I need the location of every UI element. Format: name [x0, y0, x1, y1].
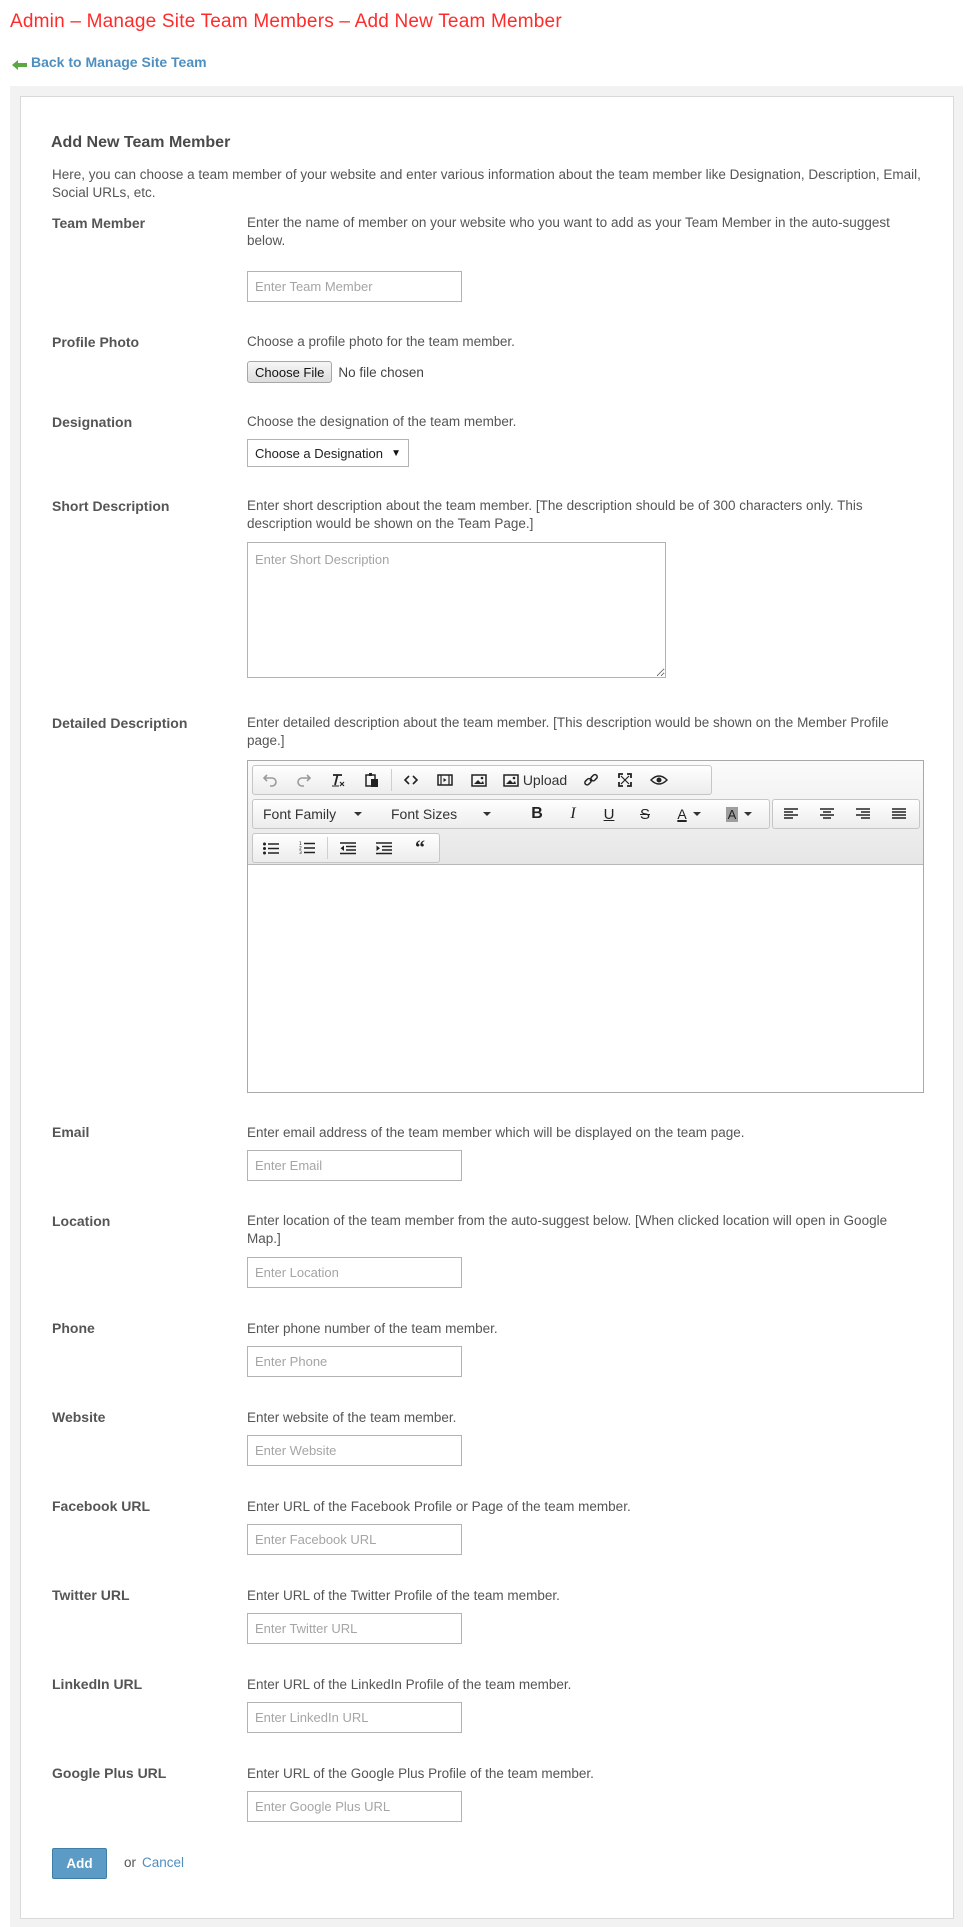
designation-selected-value: Choose a Designation	[255, 445, 383, 461]
editor-content-area[interactable]	[248, 865, 923, 1092]
profile-photo-help: Choose a profile photo for the team member.	[247, 334, 515, 349]
linkedin-url-label: LinkedIn URL	[52, 1676, 143, 1692]
preview-eye-icon[interactable]	[642, 766, 676, 794]
short-description-textarea[interactable]	[247, 542, 666, 678]
cancel-link[interactable]: Cancel	[142, 1855, 185, 1870]
google-plus-url-input[interactable]	[247, 1791, 462, 1822]
designation-label: Designation	[52, 414, 133, 430]
designation-help: Choose the designation of the team member.	[247, 414, 517, 429]
team-member-input[interactable]	[247, 271, 462, 302]
phone-help: Enter phone number of the team member.	[247, 1321, 498, 1336]
detailed-description-label: Detailed Description	[52, 715, 188, 731]
code-view-icon[interactable]	[394, 766, 428, 794]
svg-text:1: 1	[299, 842, 302, 847]
font-family-dropdown[interactable]	[253, 800, 383, 828]
profile-photo-label: Profile Photo	[52, 334, 140, 350]
upload-label: Upload	[522, 772, 568, 788]
facebook-url-label: Facebook URL	[52, 1498, 151, 1514]
paste-icon[interactable]	[355, 766, 389, 794]
toolbar-group-row3	[252, 833, 440, 863]
detailed-description-help: Enter detailed description about the team member. [This description would be shown on the Member Profile page.]	[247, 715, 889, 748]
profile-photo-file-input	[247, 361, 424, 383]
fullscreen-icon[interactable]	[608, 766, 642, 794]
redo-icon[interactable]	[287, 766, 321, 794]
align-center-icon[interactable]	[809, 800, 845, 828]
choose-file-button[interactable]: Choose File	[247, 361, 332, 383]
twitter-url-input[interactable]	[247, 1613, 462, 1644]
page-title: Admin – Manage Site Team Members – Add New Team Member	[10, 11, 562, 32]
add-button[interactable]: Add	[52, 1848, 107, 1879]
align-left-icon[interactable]	[773, 800, 809, 828]
upload-button[interactable]	[496, 766, 574, 794]
font-sizes-label: Font Sizes	[391, 806, 458, 822]
location-help: Enter location of the team member from the auto-suggest below. [When clicked location will open in Google Map.]	[247, 1213, 888, 1246]
caret-down-icon	[744, 812, 752, 816]
phone-label: Phone	[52, 1320, 95, 1336]
back-to-manage-site-team-link[interactable]	[12, 54, 207, 70]
google-plus-url-label: Google Plus URL	[52, 1765, 167, 1781]
form-intro: Here, you can choose a team member of your website and enter various information about the team member like Designation, Description, Email, Social URLs, etc.	[52, 167, 921, 200]
website-input[interactable]	[247, 1435, 462, 1466]
indent-icon[interactable]	[366, 834, 402, 862]
website-label: Website	[52, 1409, 106, 1425]
form-panel	[20, 96, 954, 1919]
caret-down-icon	[693, 812, 701, 816]
media-icon[interactable]	[428, 766, 462, 794]
text-color-icon: A	[677, 806, 687, 822]
form-title: Add New Team Member	[51, 134, 231, 151]
twitter-url-label: Twitter URL	[52, 1587, 130, 1603]
phone-input[interactable]	[247, 1346, 462, 1377]
content-frame	[10, 86, 963, 1927]
twitter-url-help: Enter URL of the Twitter Profile of the team member.	[247, 1588, 560, 1603]
rich-text-editor	[247, 760, 924, 1093]
team-member-label: Team Member	[52, 215, 146, 231]
svg-text:2: 2	[299, 846, 302, 852]
image-upload-icon	[503, 774, 519, 787]
toolbar-group-align	[772, 799, 920, 829]
caret-down-icon: ▼	[391, 447, 401, 459]
strikethrough-icon[interactable]: S	[639, 805, 650, 823]
background-color-icon: A	[727, 806, 737, 822]
caret-down-icon	[354, 812, 362, 816]
or-text: or	[124, 1855, 137, 1870]
svg-text:3: 3	[299, 851, 302, 855]
font-sizes-dropdown[interactable]	[383, 800, 519, 828]
text-color-dropdown[interactable]	[663, 800, 715, 828]
align-justify-icon[interactable]	[881, 800, 917, 828]
google-plus-url-help: Enter URL of the Google Plus Profile of the team member.	[247, 1766, 594, 1781]
font-family-label: Font Family	[263, 806, 337, 822]
bold-icon[interactable]: B	[531, 805, 543, 822]
blockquote-icon[interactable]: “	[415, 836, 425, 859]
outdent-icon[interactable]	[330, 834, 366, 862]
numbered-list-icon[interactable]	[289, 834, 325, 862]
designation-select[interactable]	[247, 439, 409, 467]
website-help: Enter website of the team member.	[247, 1410, 457, 1425]
back-link-label: Back to Manage Site Team	[31, 54, 207, 70]
arrow-left-icon	[12, 57, 28, 67]
bullet-list-icon[interactable]	[253, 834, 289, 862]
location-input[interactable]	[247, 1257, 462, 1288]
email-help: Enter email address of the team member which will be displayed on the team page.	[247, 1125, 745, 1140]
facebook-url-help: Enter URL of the Facebook Profile or Page of the team member.	[247, 1499, 631, 1514]
email-input[interactable]	[247, 1150, 462, 1181]
editor-toolbar	[248, 761, 923, 865]
underline-icon[interactable]: U	[603, 805, 615, 823]
toolbar-group-row2	[252, 799, 770, 829]
clear-formatting-icon[interactable]	[321, 766, 355, 794]
linkedin-url-input[interactable]	[247, 1702, 462, 1733]
caret-down-icon	[483, 812, 491, 816]
background-color-dropdown[interactable]	[715, 800, 763, 828]
toolbar-group-row1	[252, 765, 712, 795]
email-label: Email	[52, 1124, 90, 1140]
facebook-url-input[interactable]	[247, 1524, 462, 1555]
align-right-icon[interactable]	[845, 800, 881, 828]
location-label: Location	[52, 1213, 111, 1229]
linkedin-url-help: Enter URL of the LinkedIn Profile of the team member.	[247, 1677, 572, 1692]
short-description-help: Enter short description about the team member. [The description should be of 300 characters only. This description would be shown on the Team Page.]	[247, 498, 863, 531]
italic-icon[interactable]: I	[570, 805, 576, 822]
file-status: No file chosen	[338, 364, 424, 380]
team-member-help: Enter the name of member on your website who you want to add as your Team Member in the auto-suggest below.	[247, 215, 890, 248]
undo-icon[interactable]	[253, 766, 287, 794]
image-icon[interactable]	[462, 766, 496, 794]
short-description-label: Short Description	[52, 498, 170, 514]
link-icon[interactable]	[574, 766, 608, 794]
